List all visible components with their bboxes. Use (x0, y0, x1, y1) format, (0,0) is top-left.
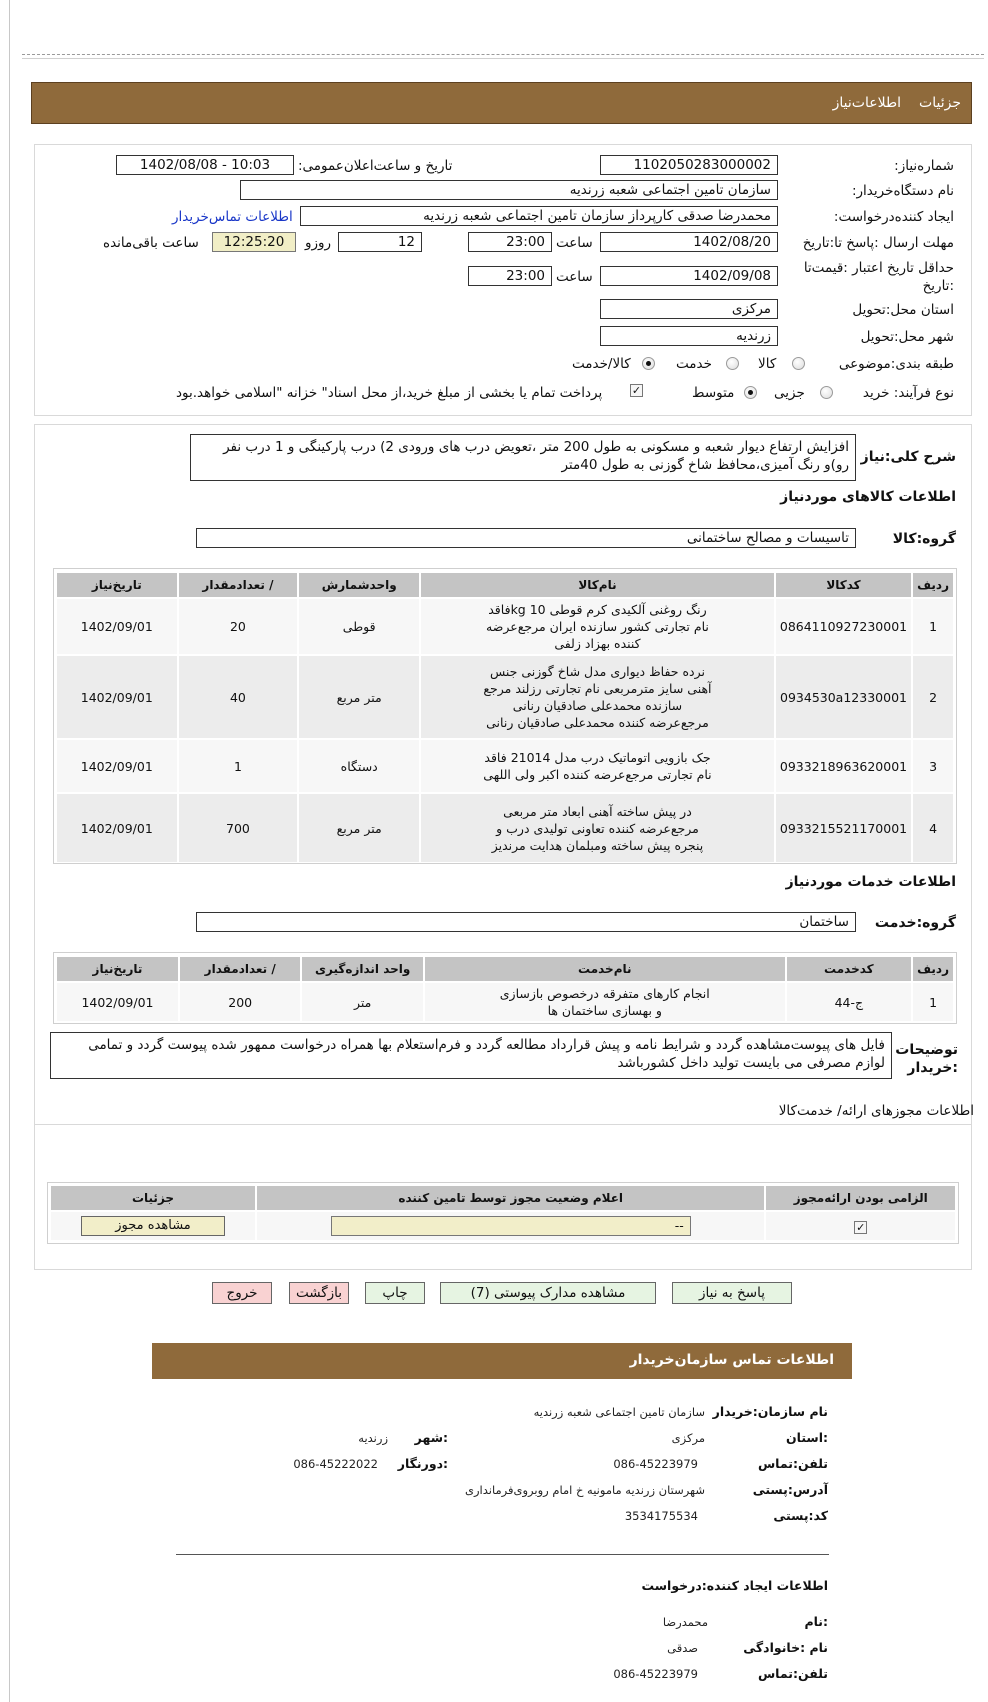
table-row (57, 656, 953, 738)
cell-code: 0934530a12330001 (776, 656, 911, 738)
cell-row: 1 (913, 983, 953, 1021)
process-medium-label: متوسط (692, 385, 735, 401)
exit-button[interactable]: خروج (212, 1282, 272, 1304)
need-number-field: 1102050283000002 (600, 155, 778, 175)
service-col-row: ردیف (913, 957, 953, 981)
attachments-button[interactable]: مشاهده مدارک پیوستی (7) (440, 1282, 656, 1304)
details-tab[interactable]: جزئیات (919, 95, 961, 111)
table-row (51, 1212, 955, 1240)
process-label: نوع فرآیند: خرید (862, 385, 954, 401)
creator-phone-label: تلفن:تماس (757, 1666, 828, 1681)
province-label: استان محل:تحویل (852, 302, 954, 318)
days-label: روزو (305, 235, 332, 251)
permit-status-field: -- (331, 1216, 691, 1236)
validity-date-field: 1402/09/08 (600, 266, 778, 286)
table-row (57, 740, 953, 792)
validity-label-2: :تاریخ (922, 278, 954, 294)
goods-col-date: تاریخ‌نیاز (57, 573, 177, 597)
permit-col-status: اعلام وضعیت مجوز توسط تامین کننده (257, 1186, 764, 1210)
top-divider-2 (22, 58, 984, 59)
category-goods-service-label: کالا/خدمت (572, 356, 631, 372)
goods-col-name: نام‌کالا (421, 573, 774, 597)
service-col-date: تاریخ‌نیاز (57, 957, 178, 981)
remaining-time-label: ساعت باقی‌مانده (103, 235, 199, 251)
cell-code: 0933215521170001 (776, 794, 911, 862)
category-goods-radio[interactable] (792, 357, 805, 370)
cell-name: جک بازویی اتوماتیک درب مدل 21014 فاقد نام تجارتی مرجع‌عرضه کننده اکبر ولی اللهی (421, 740, 774, 792)
summary-text: افزایش ارتفاع دیوار شعبه و مسکونی به طول 200 متر ،تعویض درب های ورودی 2) درب پارکینگی و 1 درب نفر رو)و رنگ آمیزی،محافظ شاخ گوزنی به طول 40متر (190, 434, 856, 481)
goods-col-unit: واحدشمارش (299, 573, 419, 597)
cell-unit: متر (302, 983, 423, 1021)
table-row (57, 599, 953, 654)
remaining-days-field: 12 (338, 232, 422, 252)
creator-phone-value: 086-45223979 (613, 1667, 698, 1681)
service-col-code: کدخدمت (787, 957, 912, 981)
contact-address-label: آدرس:پستی (752, 1482, 828, 1497)
contact-postal-value: 3534175534 (624, 1509, 698, 1523)
cell-name: انجام کارهای متفرقه درخصوص بازسازی و بهسازی ساختمان ها (425, 983, 785, 1021)
cell-name: رنگ روغنی آلکیدی کرم قوطی 10 kgفاقد نام تجارتی کشور سازنده ایران مرجع‌عرضه کننده بهزاد زلفی (421, 599, 774, 654)
process-partial-radio[interactable] (820, 386, 833, 399)
services-table (55, 955, 955, 1023)
back-button[interactable]: بازگشت (289, 1282, 349, 1304)
cell-date: 1402/09/01 (57, 656, 177, 738)
table-row (57, 794, 953, 862)
creator-family-value: صدقی (667, 1641, 698, 1655)
permit-status-cell (257, 1212, 764, 1240)
process-medium-radio[interactable] (744, 386, 757, 399)
goods-col-row: ردیف (913, 573, 953, 597)
contact-banner (152, 1343, 852, 1379)
process-partial-label: جزیی (774, 385, 805, 401)
cell-unit: متر مربع (299, 656, 419, 738)
top-divider (22, 54, 984, 55)
contact-org-value: سازمان تامین اجتماعی شعبه زرندیه (533, 1405, 705, 1419)
deadline-time-label: ساعت (556, 235, 593, 251)
cell-row: 4 (913, 794, 953, 862)
buyer-notes-label: توضیحات :خریدار (895, 1042, 958, 1076)
category-goods-service-radio[interactable] (642, 357, 655, 370)
cell-name: در پیش ساخته آهنی ابعاد متر مربعی مرجع‌عرضه کننده تعاونی تولیدی درب و پنجره پیش ساخته ومبلمان هدایت مرندیز (421, 794, 774, 862)
service-col-name: نام‌خدمت (425, 957, 785, 981)
goods-table (55, 571, 955, 864)
service-group-field: ساختمان (196, 912, 856, 932)
province-field: مرکزی (600, 299, 778, 319)
announce-field: 1402/08/08 - 10:03 (116, 155, 294, 175)
contact-address-value: شهرستان زرندیه مامونیه خ امام روبروی‌فرمانداری (464, 1483, 705, 1497)
validity-time-field: 23:00 (468, 266, 552, 286)
need-number-label: شماره‌نیاز: (894, 158, 954, 174)
cell-date: 1402/09/01 (57, 740, 177, 792)
respond-button[interactable]: پاسخ به نیاز (672, 1282, 792, 1304)
permit-col-details: جزئیات (51, 1186, 255, 1210)
permit-required-checkbox[interactable]: ✓ (856, 1220, 866, 1234)
permits-title: اطلاعات مجوزهای ارائه/ خدمت‌کالا (778, 1103, 974, 1119)
goods-group-label: گروه:کالا (892, 531, 956, 547)
buyer-contact-link[interactable]: اطلاعات تماس‌خریدار (172, 209, 293, 225)
cell-name: نرده حفاظ دیواری مدل شاخ گوزنی جنس آهنی سایز مترمربعی نام تجارتی رزلند مرجع سازنده محمدعلی صادقیان رنانی مرجع‌عرضه کننده محمدعلی صادقیان رنانی (421, 656, 774, 738)
creator-name-label: :نام (804, 1614, 828, 1629)
service-group-label: گروه:خدمت (874, 915, 956, 931)
announce-label: تاریخ و ساعت‌اعلان‌عمومی: (298, 158, 453, 174)
payment-note: پرداخت تمام یا بخشی از مبلغ خرید،از محل اسناد" خزانه "اسلامی خواهد.بود (176, 385, 603, 401)
city-label: شهر محل:تحویل (860, 329, 954, 345)
cell-code: ج-44 (787, 983, 912, 1021)
cell-qty: 700 (179, 794, 298, 862)
cell-code: 0933218963620001 (776, 740, 911, 792)
permit-col-required: الزامی بودن ارائه‌مجوز (766, 1186, 955, 1210)
summary-label: شرح کلی:نیاز (860, 449, 956, 465)
validity-time-label: ساعت (556, 269, 593, 285)
goods-col-code: کدکالا (776, 573, 911, 597)
creator-field: محمدرضا صدقی کارپرداز سازمان تامین اجتماعی شعبه زرندیه (300, 206, 778, 226)
contact-fax-label: :دورنگار (397, 1456, 448, 1471)
contact-divider (176, 1554, 829, 1555)
cell-code: 0864110927230001 (776, 599, 911, 654)
service-col-unit: واحد اندازه‌گیری (302, 957, 423, 981)
permit-details-cell (51, 1212, 255, 1240)
contact-postal-label: کد:پستی (773, 1508, 828, 1523)
goods-group-field: تاسیسات و مصالح ساختمانی (196, 528, 856, 548)
creator-family-label: نام :خانوادگی (743, 1640, 828, 1655)
cell-date: 1402/09/01 (57, 983, 178, 1021)
permits-table (49, 1184, 957, 1242)
permit-required-cell (766, 1212, 955, 1240)
validity-label: حداقل تاریخ اعتبار :قیمت‌تا (803, 260, 954, 276)
creator-section-title: اطلاعات ایجاد کننده:درخواست (641, 1578, 828, 1593)
contact-banner-title: اطلاعات تماس سازمان‌خریدار (629, 1352, 834, 1368)
creator-name-value: محمدرضا (662, 1615, 708, 1629)
print-button[interactable]: چاپ (365, 1282, 425, 1304)
cell-unit: دستگاه (299, 740, 419, 792)
payment-checkbox[interactable]: ✓ (631, 384, 642, 397)
deadline-label: مهلت ارسال :پاسخ تا:تاریخ (802, 235, 954, 251)
category-goods-label: کالا (758, 356, 777, 372)
contact-province-value: مرکزی (671, 1431, 705, 1445)
page-left-border (9, 0, 10, 1702)
cell-unit: متر مربع (299, 794, 419, 862)
view-permit-button[interactable]: مشاهده مجوز (81, 1216, 225, 1236)
buyer-org-label: نام دستگاه‌خریدار: (851, 183, 954, 199)
contact-org-label: نام سازمان:خریدار (712, 1404, 828, 1419)
contact-fax-value: 086-45222022 (293, 1457, 378, 1471)
remaining-time-field: 12:25:20 (212, 232, 296, 252)
cell-qty: 40 (179, 656, 298, 738)
cell-date: 1402/09/01 (57, 794, 177, 862)
table-row (57, 983, 953, 1021)
page-header-banner (31, 82, 972, 124)
goods-section-title: اطلاعات کالاهای موردنیاز (780, 489, 956, 505)
buyer-org-field: سازمان تامین اجتماعی شعبه زرندیه (240, 180, 778, 200)
cell-date: 1402/09/01 (57, 599, 177, 654)
cell-row: 3 (913, 740, 953, 792)
buyer-notes-text: فایل های پیوست‌مشاهده گردد و شرایط نامه و پیش قرارداد مطالعه گردد و فرم‌استعلام بها همراه درخواست ممهور شده پیوست گردد و تمامی لوازم مصرفی می بایست تولید داخل کشورباشد (50, 1032, 892, 1079)
contact-phone-value: 086-45223979 (613, 1457, 698, 1471)
contact-city-value: زرندیه (358, 1431, 388, 1445)
need-info-tab[interactable]: اطلاعات‌نیاز (832, 95, 901, 111)
category-label: طبقه بندی:موضوعی (838, 356, 954, 372)
category-service-label: خدمت (676, 356, 712, 372)
cell-unit: قوطی (299, 599, 419, 654)
deadline-time-field: 23:00 (468, 232, 552, 252)
deadline-date-field: 1402/08/20 (600, 232, 778, 252)
contact-province-label: :استان (785, 1430, 828, 1445)
cell-row: 1 (913, 599, 953, 654)
services-section-title: اطلاعات خدمات موردنیاز (785, 874, 956, 890)
creator-label: ایجاد کننده‌درخواست: (833, 209, 954, 225)
contact-phone-label: تلفن:تماس (757, 1456, 828, 1471)
contact-city-label: :شهر (414, 1430, 448, 1445)
cell-qty: 1 (179, 740, 298, 792)
cell-qty: 20 (179, 599, 298, 654)
city-field: زرندیه (600, 326, 778, 346)
goods-col-qty: / تعدادمقدار (179, 573, 298, 597)
cell-qty: 200 (180, 983, 300, 1021)
cell-row: 2 (913, 656, 953, 738)
category-service-radio[interactable] (726, 357, 739, 370)
service-col-qty: / تعدادمقدار (180, 957, 300, 981)
